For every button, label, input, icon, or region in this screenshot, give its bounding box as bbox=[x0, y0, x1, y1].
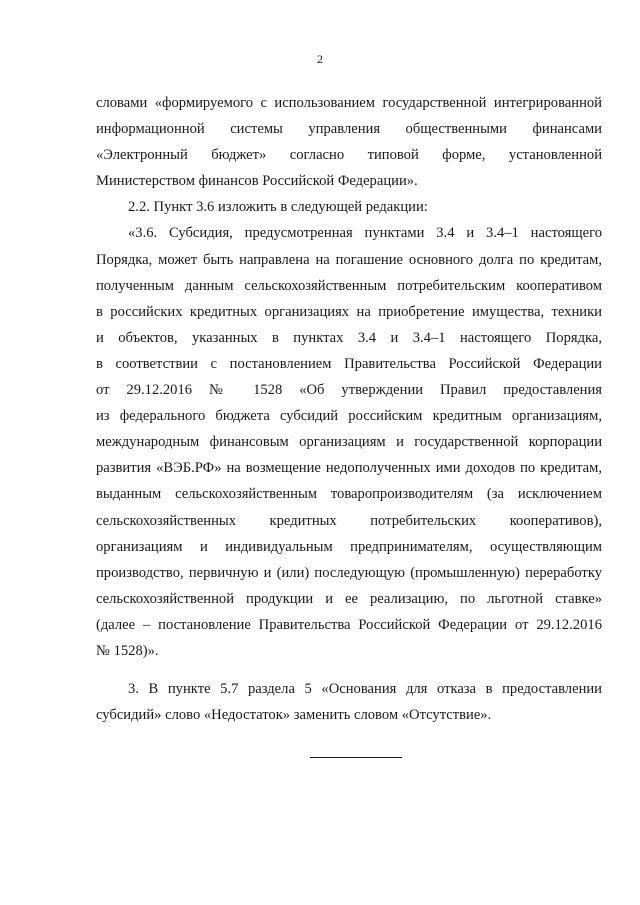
text-line: сельскохозяйственных кредитных потребительских кооперативов), bbox=[96, 512, 602, 529]
text-line: производство, первичную и (или) последующую (промышленную) переработку bbox=[96, 564, 602, 581]
text-line: полученным данным сельскохозяйственным потребительским кооперативом bbox=[96, 277, 602, 294]
paragraph-clause-3-6 bbox=[96, 220, 602, 664]
text-line: «Электронный бюджет» согласно типовой форме, установленной bbox=[96, 147, 602, 164]
text-line: субсидий» слово «Недостаток» заменить словом «Отсутствие». bbox=[96, 707, 492, 724]
page-number: 2 bbox=[317, 52, 323, 66]
text-line: развития «ВЭБ.РФ» на возмещение недополученных ими доходов по кредитам, bbox=[96, 460, 602, 477]
document-body bbox=[96, 90, 602, 728]
text-line: Порядка, может быть направлена на погашение основного долга по кредитам, bbox=[96, 251, 602, 268]
text-line: международным финансовым организациям и государственной корпорации bbox=[96, 434, 602, 451]
text-line: Министерством финансов Российской Федерации». bbox=[96, 173, 418, 190]
text-line: словами «формируемого с использованием государственной интегрированной bbox=[96, 95, 602, 111]
text-line: организациям и индивидуальным предпринимателям, осуществляющим bbox=[96, 538, 602, 555]
closing-divider-line bbox=[310, 757, 402, 758]
text-line: и объектов, указанных в пунктах 3.4 и 3.4–1 настоящего Порядка, bbox=[96, 329, 602, 346]
text-line: сельскохозяйственной продукции и ее реализацию, по льготной ставке» bbox=[96, 590, 602, 607]
text-line: «3.6. Субсидия, предусмотренная пунктами 3.4 и 3.4–1 настоящего bbox=[128, 225, 602, 242]
text-line: от 29.12.2016 № 1528 «Об утверждении Правил предоставления bbox=[96, 382, 602, 399]
text-line: выданным сельскохозяйственным товаропроизводителям (за исключением bbox=[96, 486, 602, 503]
paragraph-item-3 bbox=[96, 676, 602, 728]
text-line: № 1528)». bbox=[96, 642, 159, 659]
text-line: (далее – постановление Правительства Российской Федерации от 29.12.2016 bbox=[96, 616, 602, 633]
paragraph-amendment-continuation bbox=[96, 90, 602, 194]
text-line: в российских кредитных организациях на приобретение имущества, техники bbox=[96, 303, 602, 320]
text-line: 2.2. Пункт 3.6 изложить в следующей редакции: bbox=[128, 199, 428, 216]
text-line: информационной системы управления общественными финансами bbox=[96, 121, 602, 138]
text-line: из федерального бюджета субсидий российским кредитным организациям, bbox=[96, 408, 602, 425]
paragraph-item-2-2 bbox=[96, 194, 602, 220]
text-line: в соответствии с постановлением Правительства Российской Федерации bbox=[96, 355, 602, 372]
text-line: 3. В пункте 5.7 раздела 5 «Основания для отказа в предоставлении bbox=[128, 681, 602, 698]
